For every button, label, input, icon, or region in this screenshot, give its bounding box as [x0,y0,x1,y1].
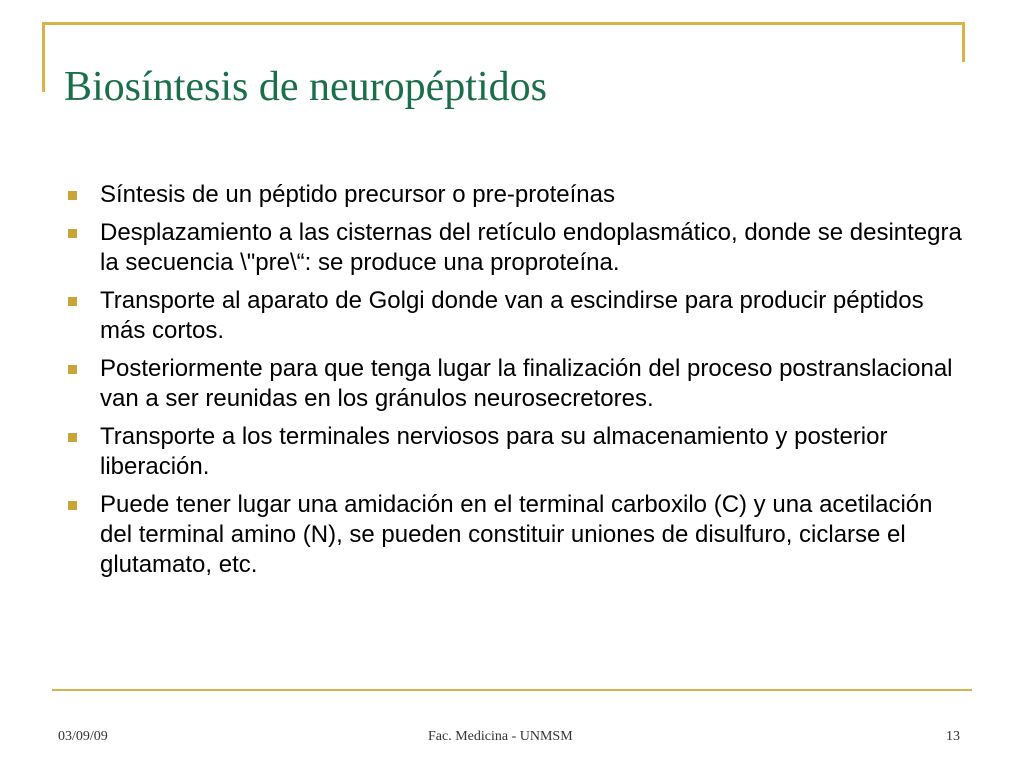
frame-top-line [42,22,964,25]
square-bullet-icon [68,297,77,306]
bullet-text: Puede tener lugar una amidación en el terminal carboxilo (C) y una acetilación del terminal amino (N), se pueden constituir uniones de disulfuro, ciclarse el glutamato, etc. [100,491,933,578]
bullet-item [68,422,968,482]
page-number: 13 [946,729,960,744]
bullet-text: Transporte al aparato de Golgi donde van a escindirse para producir péptidos más cortos. [100,287,924,344]
square-bullet-icon [68,433,77,442]
bullet-item [68,286,968,346]
slide-title: Biosíntesis de neuropéptidos [64,64,547,110]
bullet-item [68,180,968,210]
square-bullet-icon [68,191,77,200]
frame-left-line [42,22,45,92]
square-bullet-icon [68,365,77,374]
footer-date: 03/09/09 [58,729,108,744]
square-bullet-icon [68,229,77,238]
frame-right-line [962,22,965,62]
bullet-text: Transporte a los terminales nerviosos para su almacenamiento y posterior liberación. [100,423,888,480]
square-bullet-icon [68,501,77,510]
footer-institution: Fac. Medicina - UNMSM [428,729,573,744]
bullet-list [68,180,968,588]
bullet-item [68,354,968,414]
bullet-text: Síntesis de un péptido precursor o pre-proteínas [100,181,615,208]
bullet-text: Desplazamiento a las cisternas del retículo endoplasmático, donde se desintegra la secuencia \"pre\“: se produce una proproteína. [100,219,962,276]
footer-divider [52,689,972,691]
bullet-item [68,218,968,278]
bullet-item [68,490,968,580]
bullet-text: Posteriormente para que tenga lugar la finalización del proceso postranslacional van a ser reunidas en los gránulos neurosecretores. [100,355,953,412]
